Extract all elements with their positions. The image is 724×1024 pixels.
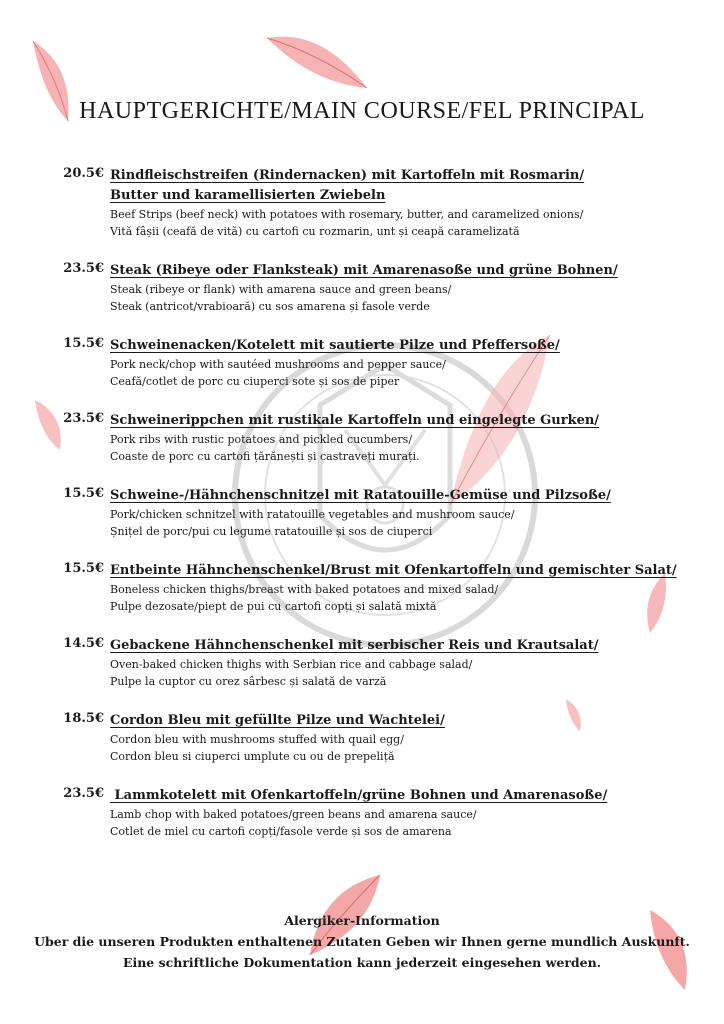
item-name-english: Beef Strips (beef neck) with potatoes with rosemary, butter, and caramelized onions/ — [110, 208, 584, 221]
allergy-heading: Alergiker-Information — [284, 913, 440, 928]
item-name-english: Steak (ribeye or flank) with amarena sauce and green beans/ — [110, 283, 452, 296]
item-price: 18.5€ — [63, 711, 104, 726]
menu-item — [40, 336, 700, 390]
item-name-german: Schweine-/Hähnchenschnitzel mit Ratatouille-Gemüse und Pilzsoße/ — [110, 488, 611, 503]
feather-decoration-icon — [262, 28, 372, 98]
item-price: 15.5€ — [63, 486, 104, 501]
item-name-english: Boneless chicken thighs/breast with baked potatoes and mixed salad/ — [110, 583, 499, 596]
item-name-english: Pork neck/chop with sautéed mushrooms and pepper sauce/ — [110, 358, 446, 371]
item-name-german: Steak (Ribeye oder Flanksteak) mit Amarenasoße und grüne Bohnen/ — [110, 263, 618, 278]
item-name-german: Cordon Bleu mit gefüllte Pilze und Wachtelei/ — [110, 713, 445, 728]
allergy-information — [0, 910, 724, 973]
item-price: 20.5€ — [63, 166, 104, 181]
item-price: 23.5€ — [63, 261, 104, 276]
item-name-english: Oven-baked chicken thighs with Serbian rice and cabbage salad/ — [110, 658, 473, 671]
item-name-romanian: Cordon bleu si ciuperci umplute cu ou de prepeliță — [110, 750, 395, 763]
item-name-english: Pork/chicken schnitzel with ratatouille vegetables and mushroom sauce/ — [110, 508, 515, 521]
item-name-romanian: Cotlet de miel cu cartofi copți/fasole verde și sos de amarena — [110, 825, 452, 838]
item-price: 23.5€ — [63, 786, 104, 801]
item-name-romanian: Pulpe la cuptor cu orez sârbesc și salată de varză — [110, 675, 387, 688]
menu-item — [40, 711, 700, 765]
item-name-german: Rindfleischstreifen (Rindernacken) mit Kartoffeln mit Rosmarin/ Butter und karamellisierten Zwiebeln — [110, 168, 585, 203]
item-name-romanian: Ceafă/cotlet de porc cu ciuperci sote și sos de piper — [110, 375, 400, 388]
menu-list — [40, 166, 700, 861]
item-name-german: Entbeinte Hähnchenschenkel/Brust mit Ofenkartoffeln und gemischter Salat/ — [110, 563, 677, 578]
item-name-romanian: Coaste de porc cu cartofi țărănești și castraveți murați. — [110, 450, 420, 463]
item-price: 14.5€ — [63, 636, 104, 651]
menu-item — [40, 411, 700, 465]
item-name-german: Schweinenacken/Kotelett mit sautierte Pilze und Pfeffersoße/ — [110, 338, 560, 353]
item-name-german: Gebackene Hähnchenschenkel mit serbischer Reis und Krautsalat/ — [110, 638, 599, 653]
menu-item — [40, 636, 700, 690]
allergy-text-line: Uber die unseren Produkten enthaltenen Zutaten Geben wir Ihnen gerne mundlich Auskunft. — [34, 934, 690, 949]
item-name-english: Cordon bleu with mushrooms stuffed with quail egg/ — [110, 733, 404, 746]
item-price: 15.5€ — [63, 336, 104, 351]
menu-item — [40, 786, 700, 840]
item-name-german: Schweinerippchen mit rustikale Kartoffeln und eingelegte Gurken/ — [110, 413, 600, 428]
menu-item — [40, 561, 700, 615]
menu-item — [40, 261, 700, 315]
item-price: 15.5€ — [63, 561, 104, 576]
allergy-text-line: Eine schriftliche Dokumentation kann jederzeit eingesehen werden. — [122, 955, 602, 970]
item-name-english: Lamb chop with baked potatoes/green beans and amarena sauce/ — [110, 808, 477, 821]
page-title: HAUPTGERICHTE/MAIN COURSE/FEL PRINCIPAL — [79, 98, 645, 124]
item-name-romanian: Pulpe dezosate/piept de pui cu cartofi copți și salată mixtă — [110, 600, 437, 613]
item-name-romanian: Vită fâșii (ceafă de vită) cu cartofi cu rozmarin, unt și ceapă caramelizată — [110, 225, 520, 238]
item-name-romanian: Șnițel de porc/pui cu legume ratatouille și sos de ciuperci — [110, 525, 433, 538]
item-name-romanian: Steak (antricot/vrabioară) cu sos amarena și fasole verde — [110, 300, 430, 313]
item-price: 23.5€ — [63, 411, 104, 426]
menu-item — [40, 166, 700, 240]
item-name-german: Lammkotelett mit Ofenkartoffeln/grüne Bohnen und Amarenasoße/ — [110, 788, 608, 803]
menu-item — [40, 486, 700, 540]
item-name-english: Pork ribs with rustic potatoes and pickled cucumbers/ — [110, 433, 413, 446]
